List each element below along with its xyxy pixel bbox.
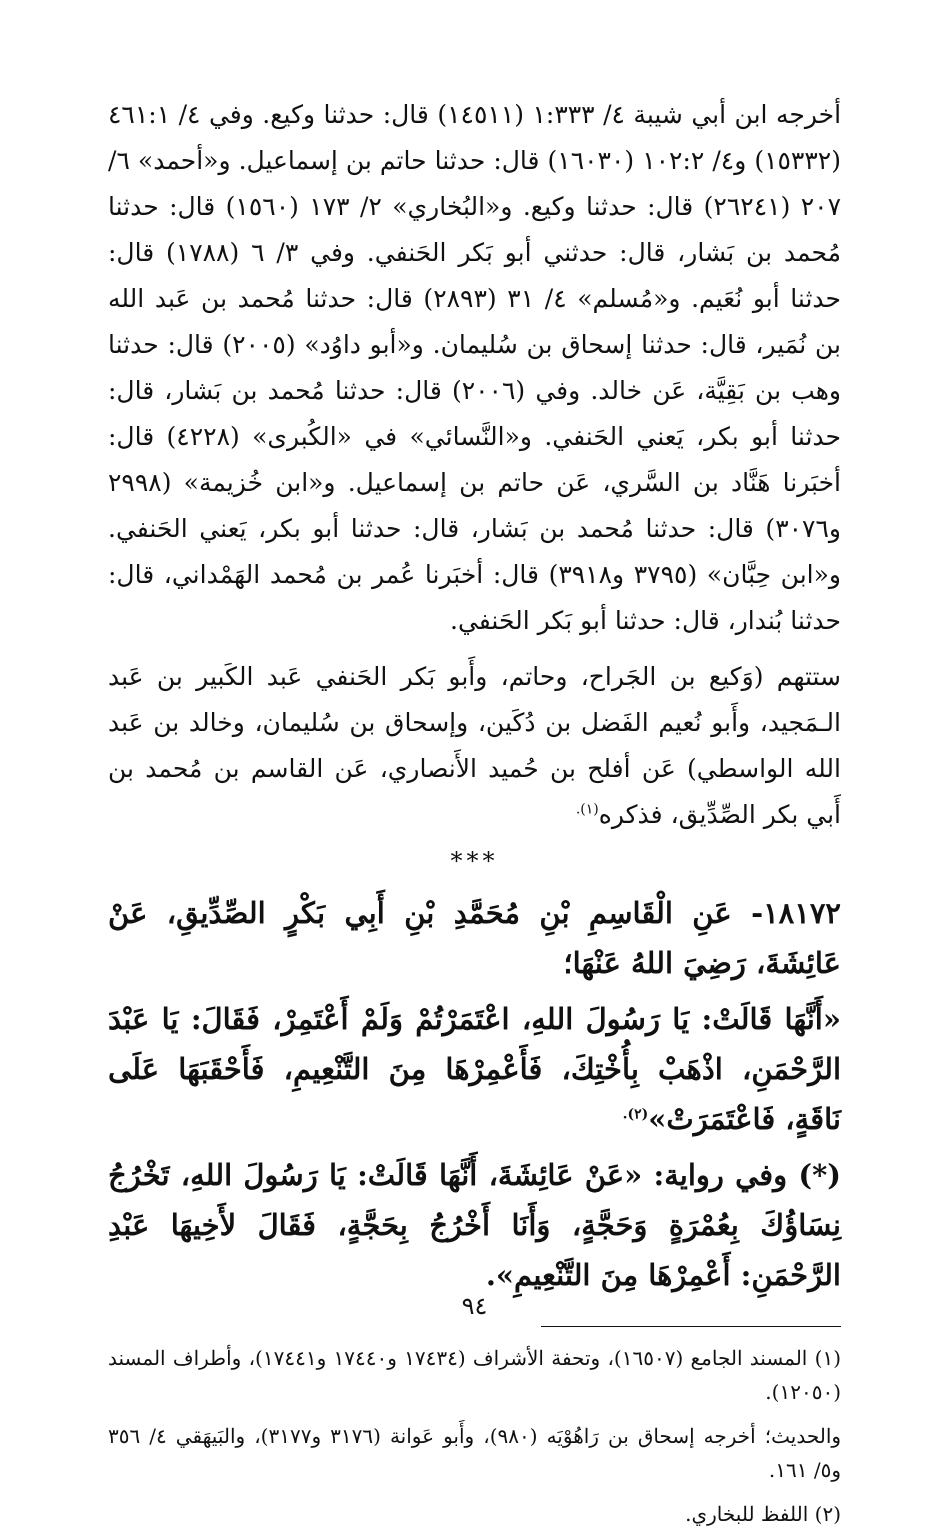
takhrij-paragraph: أخرجه ابن أبي شيبة ٤/ ١:٣٣٣ (١٤٥١١) قال: حدثنا وكيع. وفي ٤/ ٤٦١:١ (١٥٣٣٢) و٤/ ١٠٢:٢ (١٦٠٣٠) قال: حدثنا حاتم بن إسماعيل. و«أحمد» ٦/ ٢٠٧ (٢٦٢٤١) قال: حدثنا وكيع. و«البُخاري» ٢/ ١٧٣ (١٥٦٠) قال: حدثنا مُحمد بن بَشار، قال: حدثني أبو بَكر الحَنفي. وفي ٣/ ٦ (١٧٨٨) قال: حدثنا أبو نُعَيم. و«مُسلم» ٤/ ٣١ (٢٨٩٣) قال: حدثنا مُحمد بن عَبد الله بن نُمَير، قال: حدثنا إسحاق بن سُليمان. و«أبو داوُد» (٢٠٠٥) قال: حدثنا وهب بن بَقِيَّة، عَن خالد. وفي (٢٠٠٦) قال: حدثنا مُحمد بن بَشار، قال: حدثنا أبو بكر، يَعني الحَنفي. و«النَّسائي» في «الكُبرى» (٤٢٢٨) قال: أخبَرنا هَنَّاد بن السَّري، عَن حاتم بن إسماعيل. و«ابن خُزيمة» (٢٩٩٨ و٣٠٧٦) قال: حدثنا مُحمد بن بَشار، قال: حدثنا أبو بكر، يَعني الحَنفي. و«ابن حِبَّان» (٣٧٩٥ و٣٩١٨) قال: أخبَرنا عُمر بن مُحمد الهَمْداني، قال: حدثنا بُندار، قال: حدثنا أبو بَكر الحَنفي. <box>108 100 842 635</box>
footnote-divider <box>541 1326 841 1327</box>
page-number: ٩٤ <box>461 1292 488 1320</box>
footnote-1: (١) المسند الجامع (١٦٥٠٧)، وتحفة الأشراف (١٧٤٣٤ و١٧٤٤٠ و١٧٤٤١)، وأطراف المسند (١٢٠٥٠). <box>108 1346 841 1404</box>
isnad-summary-paragraph <box>108 654 841 838</box>
hadith-matn: «أَنَّهَا قَالَتْ: يَا رَسُولَ اللهِ، اعْتَمَرْتُمْ وَلَمْ أَعْتَمِرْ، فَقَالَ: يَا عَبْدَ الرَّحْمَنِ، اذْهَبْ بِأُخْتِكَ، فَأَعْمِرْهَا مِنَ التَّنْعِيمِ، فَأَحْقَبَهَا عَلَى نَاقَةٍ، فَاعْتَمَرَتْ» <box>108 1002 841 1136</box>
takhrij-section <box>108 92 841 838</box>
hadith-section <box>108 888 841 1300</box>
footnotes <box>108 1341 841 1531</box>
hadith-text <box>108 994 841 1144</box>
isnad-summary-text: ستتهم (وَكيع بن الجَراح، وحاتم، وأَبو بَكر الحَنفي عَبد الكَبير بن عَبد الـمَجيد، وأَبو نُعيم الفَضل بن دُكَين، وإسحاق بن سُليمان، وخالد بن عَبد الله الواسطي) عَن أفلح بن حُميد الأَنصاري، عَن القاسم بن مُحمد بن أَبي بكر الصِّدِّيق، فذكره <box>108 662 841 829</box>
footnote-ref-2[interactable]: (٢). <box>622 1106 649 1123</box>
hadith-variant: (*) وفي رواية: «عَنْ عَائِشَةَ، أَنَّهَا قَالَتْ: يَا رَسُولَ اللهِ، تَخْرُجُ نِسَاؤُكَ بِعُمْرَةٍ وَحَجَّةٍ، وَأَنَا أَخْرُجُ بِحَجَّةٍ، فَقَالَ لأَخِيهَا عَبْدِ الرَّحْمَنِ: أَعْمِرْهَا مِنَ التَّنْعِيمِ». <box>108 1158 841 1292</box>
footnote-2: (٢) اللفظ للبخاري. <box>685 1502 841 1526</box>
hadith-header: ١٨١٧٢- عَنِ الْقَاسِمِ بْنِ مُحَمَّدِ بْنِ أَبِي بَكْرٍ الصِّدِّيقِ، عَنْ عَائِشَةَ، رَضِيَ اللهُ عَنْهَا؛ <box>108 896 841 980</box>
section-separator: *** <box>450 847 499 875</box>
footnote-ref-1[interactable]: (١). <box>575 801 599 818</box>
footnote-1-continuation: والحديث؛ أخرجه إسحاق بن رَاهُوْيَه (٩٨٠)، وأَبو عَوانة (٣١٧٦ و٣١٧٧)، والبَيهَقي ٤/ ٣٥٦ و٥/ ١٦١. <box>108 1424 842 1482</box>
